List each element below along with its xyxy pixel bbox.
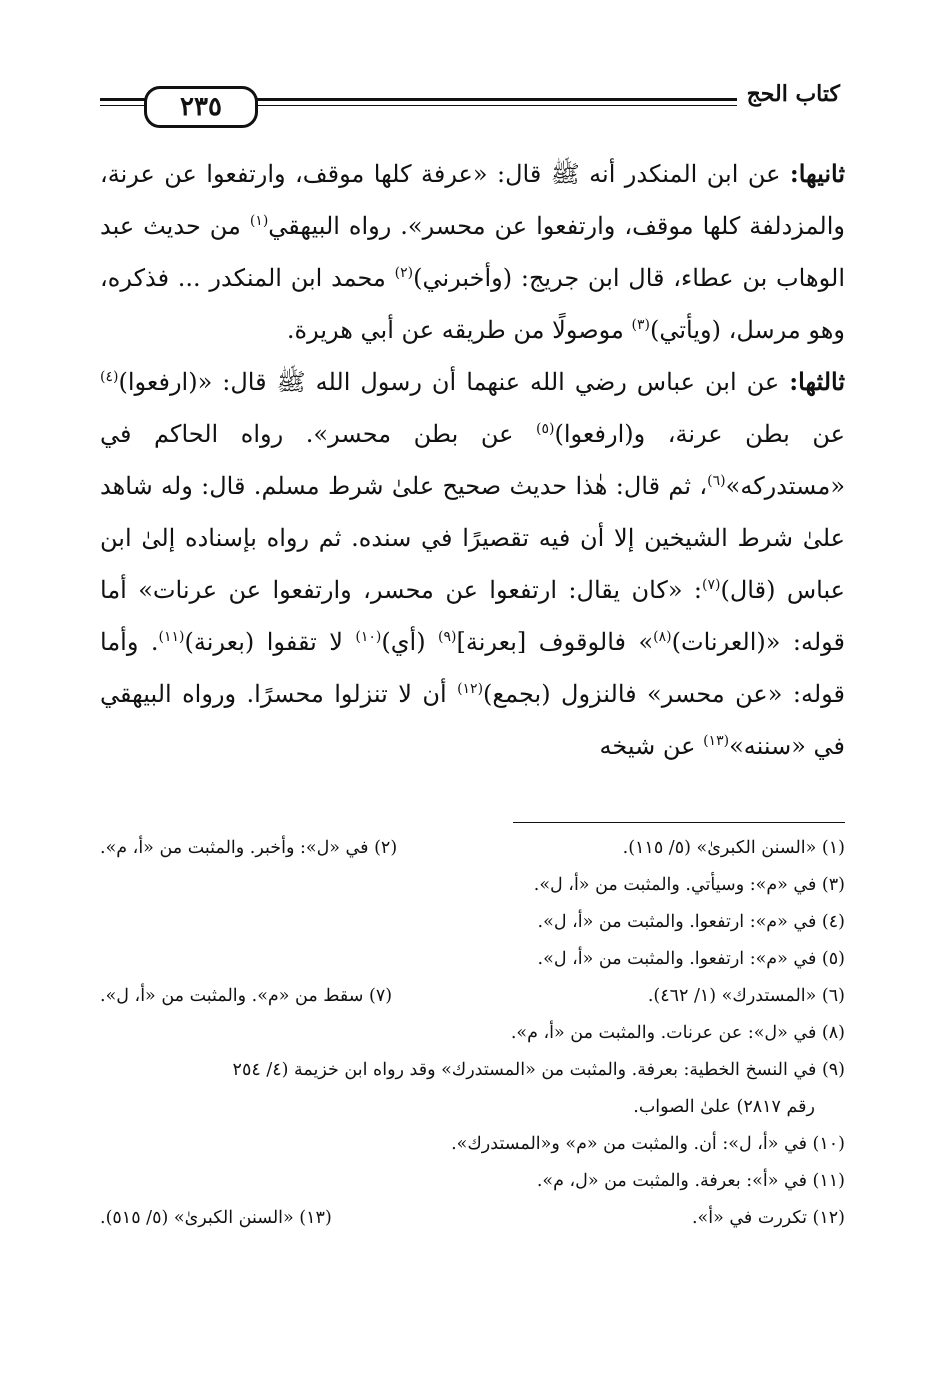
footnote-9: (٩) في النسخ الخطية: بعرفة. والمثبت من «المستدرك» وقد رواه ابن خزيمة (٤/ ٢٥٤	[232, 1060, 845, 1080]
footnote-ref: (٦)	[707, 473, 726, 489]
text-run: عن ابن المنكدر أنه ﷺ قال: «عرفة كلها موقف، وارتفعوا عن عرنة، والمزدلفة كلها موقف، وارتفعوا عن محسر». رواه البيهقي	[100, 160, 845, 240]
paragraph-3rd-narration	[100, 356, 845, 772]
paragraph-2nd-narration	[100, 148, 845, 356]
running-title: كتاب الحج	[737, 80, 840, 108]
text-run: : «كان يقال: ارتفعوا عن محسر، وارتفعوا عن عرنات» أما قوله: «(العرنات)	[100, 576, 846, 656]
footnote-4: (٤) في «م»: ارتفعوا. والمثبت من «أ، ل».	[537, 912, 845, 932]
footnote-10: (١٠) في «أ، ل»: أن. والمثبت من «م» و«المستدرك».	[451, 1134, 845, 1154]
footnote-ref: (٢)	[394, 265, 414, 281]
page-number: ٢٣٥	[144, 86, 258, 128]
footnote-6: (٦) «المستدرك» (١/ ٤٦٢).	[647, 986, 845, 1006]
text-run: (أي)	[381, 628, 439, 656]
footnote-ref: (٥)	[536, 421, 555, 437]
text-run: موصولًا من طريقه عن أبي هريرة.	[286, 316, 632, 344]
footnote-1: (١) «السنن الكبرىٰ» (٥/ ١١٥).	[622, 838, 845, 858]
text-run: ، ثم قال: هٰذا حديث صحيح علىٰ شرط مسلم. قال: وله شاهد علىٰ شرط الشيخين إلا أن فيه تقصيرًا في سنده. ثم رواه بإسناده إلىٰ ابن عباس (قال)	[100, 472, 846, 604]
text-run: أن لا تنزلوا محسرًا. ورواه البيهقي في «سننه»	[100, 680, 845, 760]
footnote-5: (٥) في «م»: ارتفعوا. والمثبت من «أ، ل».	[537, 949, 845, 969]
footnote-row	[100, 978, 845, 1015]
text-run: من حديث عبد الوهاب بن عطاء، قال ابن جريج: (وأخبرني)	[100, 212, 845, 292]
text-run: . وأما قوله: «عن محسر» فالنزول (بجمع)	[100, 628, 845, 708]
footnote-ref: (١٣)	[703, 733, 730, 749]
footnote-ref: (١١)	[158, 629, 185, 645]
paragraph-lead: ثالثها:	[789, 367, 845, 396]
footnote-ref: (٣)	[631, 317, 650, 333]
footnote-ref: (٤)	[100, 369, 119, 385]
footnote-ref: (٨)	[653, 629, 672, 645]
footnote-8: (٨) في «ل»: عن عرنات. والمثبت من «أ، م».	[510, 1023, 845, 1043]
footnote-12: (١٢) تكررت في «أ».	[691, 1208, 845, 1228]
footnote-3: (٣) في «م»: وسيأتي. والمثبت من «أ، ل».	[533, 875, 845, 895]
footnote-ref: (٧)	[702, 577, 721, 593]
text-run: لا تقفوا (بعرنة)	[184, 628, 356, 656]
footnote-row	[100, 1200, 845, 1237]
footnote-13: (١٣) «السنن الكبرىٰ» (٥/ ٥١٥).	[100, 1208, 332, 1228]
text-run: عن ابن عباس رضي الله عنهما أن رسول الله ﷺ قال: «(ارفعوا)	[118, 368, 790, 396]
footnote-ref: (٩)	[438, 629, 457, 645]
footnote-2: (٢) في «ل»: وأخبر. والمثبت من «أ، م».	[100, 838, 398, 858]
footnote-9-continued: رقم ٢٨١٧) علىٰ الصواب.	[633, 1097, 815, 1117]
footnote-divider	[513, 822, 845, 823]
text-run: عن شيخه	[599, 732, 704, 760]
footnote-ref: (١٢)	[457, 681, 484, 697]
text-run: » فالوقوف [بعرنة]	[456, 628, 654, 656]
footnote-11: (١١) في «أ»: بعرفة. والمثبت من «ل، م».	[536, 1171, 845, 1191]
footnote-7: (٧) سقط من «م». والمثبت من «أ، ل».	[100, 986, 393, 1006]
text-run: عن بطن عرنة، و(ارفعوا)	[554, 420, 845, 448]
footnote-ref: (١٠)	[355, 629, 382, 645]
footnotes	[100, 830, 845, 1237]
footnote-ref: (١)	[249, 213, 269, 229]
main-text	[100, 148, 845, 772]
text-run: محمد ابن المنكدر ... فذكره، وهو مرسل، (ويأتي)	[100, 264, 845, 344]
footnote-row	[100, 830, 845, 867]
page-header	[100, 80, 840, 130]
text-run: عن بطن محسر». رواه الحاكم في «مستدركه»	[100, 420, 845, 500]
paragraph-lead: ثانيها:	[789, 159, 845, 188]
